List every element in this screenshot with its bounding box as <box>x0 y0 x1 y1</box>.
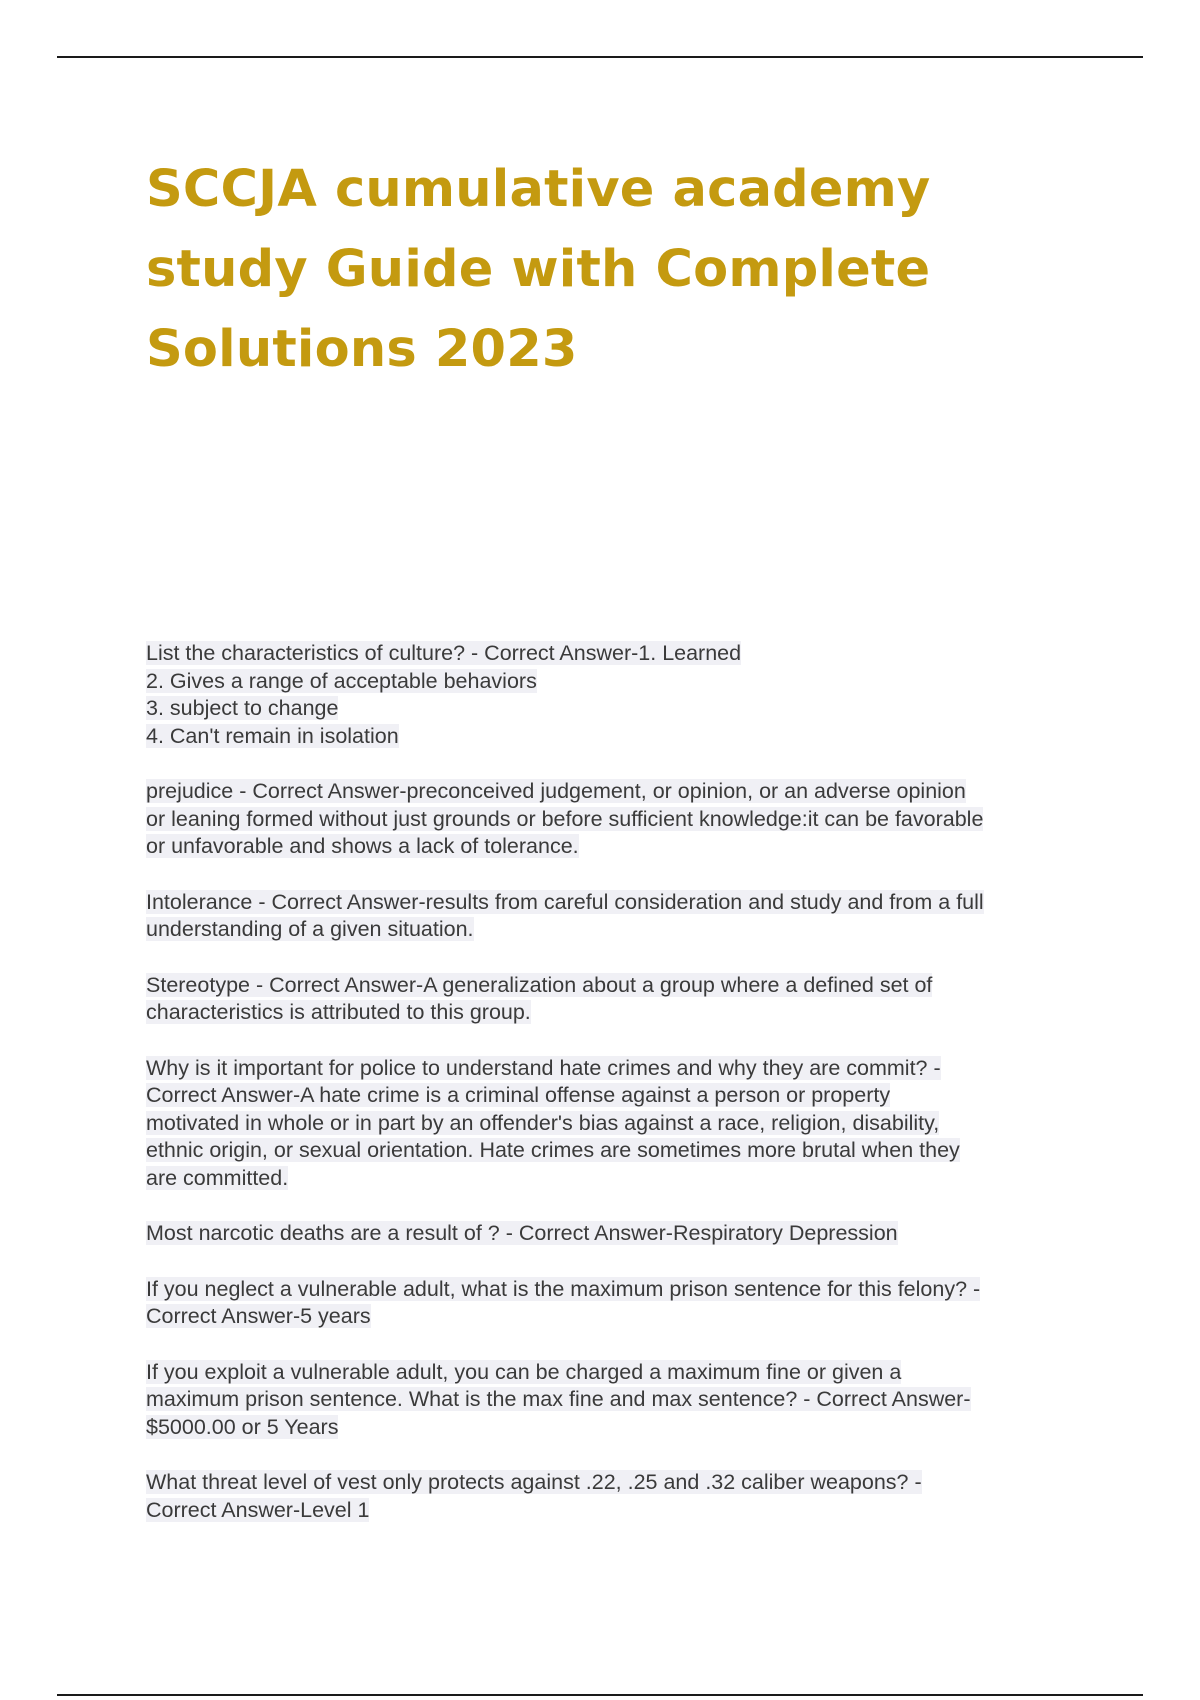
qa-line: Most narcotic deaths are a result of ? - Correct Answer-Respiratory Depression <box>146 1221 898 1245</box>
qa-list <box>146 640 1096 1552</box>
qa-item <box>146 889 1096 944</box>
qa-item <box>146 1220 1096 1248</box>
qa-line: Correct Answer-5 years <box>146 1304 371 1328</box>
qa-line: Correct Answer-Level 1 <box>146 1497 370 1522</box>
qa-line: ethnic origin, or sexual orientation. Hate crimes are sometimes more brutal when they <box>146 1138 960 1162</box>
qa-item <box>146 972 1096 1027</box>
qa-line: are committed. <box>146 1165 289 1190</box>
qa-line: Intolerance - Correct Answer-results from careful consideration and study and from a full <box>146 889 984 914</box>
qa-line: $5000.00 or 5 Years <box>146 1414 339 1439</box>
qa-line: Stereotype - Correct Answer-A generalization about a group where a defined set of <box>146 972 933 997</box>
qa-line: characteristics is attributed to this group. <box>146 1000 531 1024</box>
qa-item <box>146 1055 1096 1193</box>
qa-line: List the characteristics of culture? - Correct Answer-1. Learned <box>146 641 742 665</box>
qa-item <box>146 778 1096 861</box>
qa-line: motivated in whole or in part by an offender's bias against a race, religion, disability, <box>146 1110 940 1135</box>
qa-line: understanding of a given situation. <box>146 917 474 941</box>
top-rule <box>57 56 1143 58</box>
qa-item <box>146 640 1096 750</box>
qa-line: Correct Answer-A hate crime is a criminal offense against a person or property <box>146 1083 891 1107</box>
title-line: study Guide with Complete <box>146 240 931 299</box>
qa-line: 3. subject to change <box>146 696 339 720</box>
qa-line: If you exploit a vulnerable adult, you can be charged a maximum fine or given a <box>146 1359 902 1384</box>
qa-line: or unfavorable and shows a lack of tolerance. <box>146 834 579 858</box>
qa-item <box>146 1469 1096 1524</box>
title-line: Solutions 2023 <box>146 320 578 379</box>
qa-line: Why is it important for police to understand hate crimes and why they are commit? - <box>146 1055 941 1080</box>
qa-line: 4. Can't remain in isolation <box>146 723 399 748</box>
qa-item <box>146 1359 1096 1442</box>
title-line: SCCJA cumulative academy <box>146 160 931 219</box>
qa-line: 2. Gives a range of acceptable behaviors <box>146 668 537 693</box>
document-title <box>146 150 1086 390</box>
qa-line: maximum prison sentence. What is the max fine and max sentence? - Correct Answer- <box>146 1387 971 1411</box>
qa-item <box>146 1276 1096 1331</box>
qa-line: What threat level of vest only protects against .22, .25 and .32 caliber weapons? - <box>146 1470 922 1494</box>
qa-line: or leaning formed without just grounds or before sufficient knowledge:it can be favorable <box>146 806 984 831</box>
bottom-rule <box>57 1694 1143 1696</box>
qa-line: If you neglect a vulnerable adult, what is the maximum prison sentence for this felony? - <box>146 1276 981 1301</box>
qa-line: prejudice - Correct Answer-preconceived judgement, or opinion, or an adverse opinion <box>146 779 966 803</box>
